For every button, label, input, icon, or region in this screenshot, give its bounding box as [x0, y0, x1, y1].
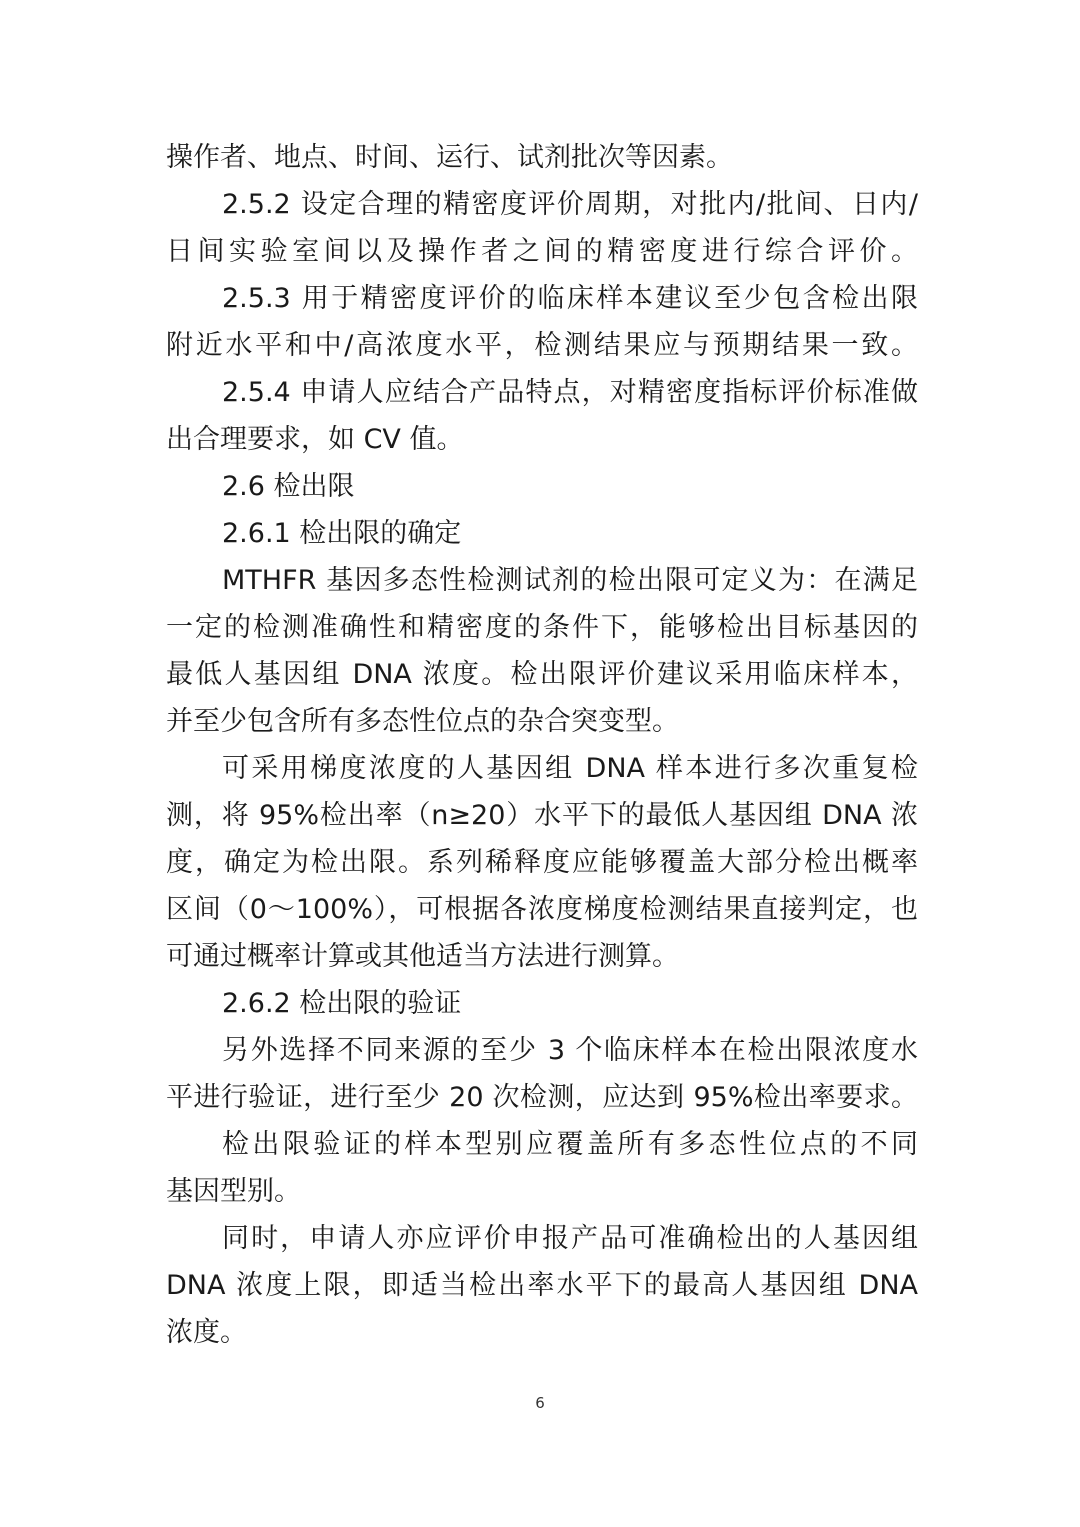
- text-line: 另外选择不同来源的至少 3 个临床样本在检出限浓度水: [222, 1035, 918, 1066]
- text-line: DNA 浓度上限，即适当检出率水平下的最高人基因组 DNA: [166, 1270, 918, 1301]
- text-line: 可通过概率计算或其他适当方法进行测算。: [166, 941, 679, 972]
- text-line: 2.5.3 用于精密度评价的临床样本建议至少包含检出限: [222, 283, 918, 314]
- text-line: 出合理要求，如 CV 值。: [166, 424, 464, 455]
- text-line: 最低人基因组 DNA 浓度。检出限评价建议采用临床样本，: [166, 659, 918, 690]
- text-line: 可采用梯度浓度的人基因组 DNA 样本进行多次重复检: [222, 753, 918, 784]
- section-heading: 2.6 检出限: [222, 471, 355, 502]
- text-line: 并至少包含所有多态性位点的杂合突变型。: [166, 706, 679, 737]
- text-line: 度，确定为检出限。系列稀释度应能够覆盖大部分检出概率: [166, 847, 918, 878]
- text-line: 一定的检测准确性和精密度的条件下，能够检出目标基因的: [166, 612, 918, 643]
- text-line: 平进行验证，进行至少 20 次检测，应达到 95%检出率要求。: [166, 1082, 918, 1113]
- text-line: 2.5.4 申请人应结合产品特点，对精密度指标评价标准做: [222, 377, 918, 408]
- subsection-heading: 2.6.2 检出限的验证: [222, 988, 462, 1019]
- text-line: 附近水平和中/高浓度水平，检测结果应与预期结果一致。: [166, 330, 918, 361]
- text-line: 操作者、地点、时间、运行、试剂批次等因素。: [166, 142, 733, 173]
- text-line: MTHFR 基因多态性检测试剂的检出限可定义为：在满足: [222, 565, 918, 596]
- text-line: 检出限验证的样本型别应覆盖所有多态性位点的不同: [222, 1129, 918, 1160]
- text-line: 基因型别。: [166, 1176, 301, 1207]
- text-line: 2.5.2 设定合理的精密度评价周期，对批内/批间、日内/: [222, 189, 918, 220]
- text-line: 测，将 95%检出率（n≥20）水平下的最低人基因组 DNA 浓: [166, 800, 918, 831]
- text-line: 浓度。: [166, 1317, 247, 1348]
- text-line: 同时，申请人亦应评价申报产品可准确检出的人基因组: [222, 1223, 918, 1254]
- subsection-heading: 2.6.1 检出限的确定: [222, 518, 462, 549]
- text-line: 区间（0～100%），可根据各浓度梯度检测结果直接判定，也: [166, 894, 918, 925]
- text-line: 日间实验室间以及操作者之间的精密度进行综合评价。: [166, 236, 918, 267]
- page-number: 6: [535, 1394, 545, 1412]
